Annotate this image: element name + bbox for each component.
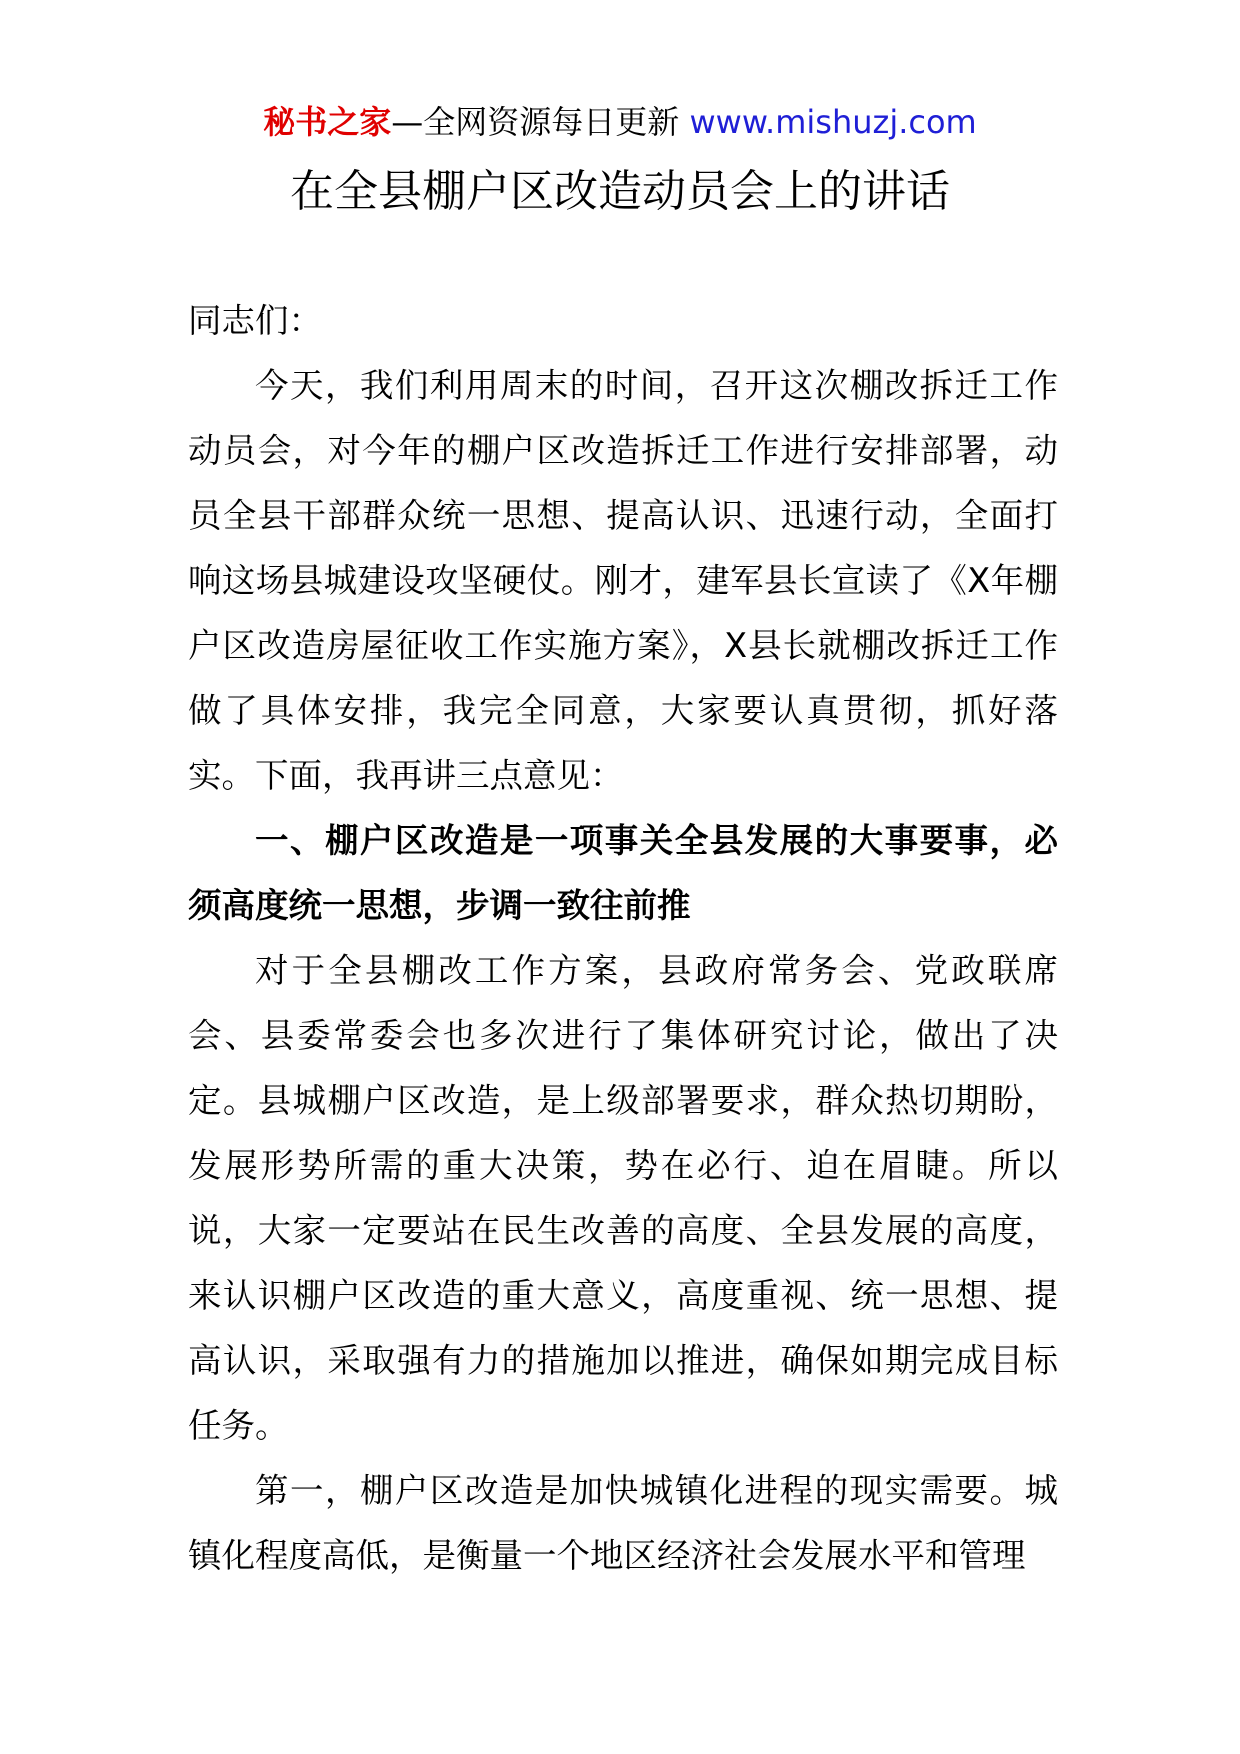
header-tagline: —全网资源每日更新 [391, 103, 690, 141]
salutation: 同志们： [188, 301, 322, 340]
paragraph-opening: 今天，我们利用周末的时间，召开这次棚改拆迁工作动员会，对今年的棚户区改造拆迁工作进行安排部署，动员全县干部群众统一思想、提高认识、迅速行动，全面打响这场县城建设攻坚硬仗。刚才，建军县长宣读了《X年棚户区改造房屋征收工作实施方案》，X县长就棚改拆迁工作做了具体安排，我完全同意，大家要认真贯彻，抓好落实。下面，我再讲三点意见： [188, 366, 1058, 795]
document-title: 在全县棚户区改造动员会上的讲话 [290, 166, 950, 217]
site-header-banner [0, 98, 1240, 146]
section-heading-1: 一、棚户区改造是一项事关全县发展的大事要事，必须高度统一思想，步调一致往前推 [188, 821, 1058, 925]
site-url-link[interactable]: www.mishuzj.com [689, 103, 977, 141]
paragraph-section-1: 对于全县棚改工作方案，县政府常务会、党政联席会、县委常委会也多次进行了集体研究讨论，做出了决定。县城棚户区改造，是上级部署要求，群众热切期盼，发展形势所需的重大决策，势在必行、迫在眉睫。所以说，大家一定要站在民生改善的高度、全县发展的高度，来认识棚户区改造的重大意义，高度重视、统一思想、提高认识，采取强有力的措施加以推进，确保如期完成目标任务。 [188, 951, 1058, 1445]
brand-name: 秘书之家 [263, 103, 392, 141]
paragraph-point-1: 第一，棚户区改造是加快城镇化进程的现实需要。城镇化程度高低，是衡量一个地区经济社会发展水平和管理 [188, 1471, 1058, 1575]
document-body [188, 288, 1058, 1588]
